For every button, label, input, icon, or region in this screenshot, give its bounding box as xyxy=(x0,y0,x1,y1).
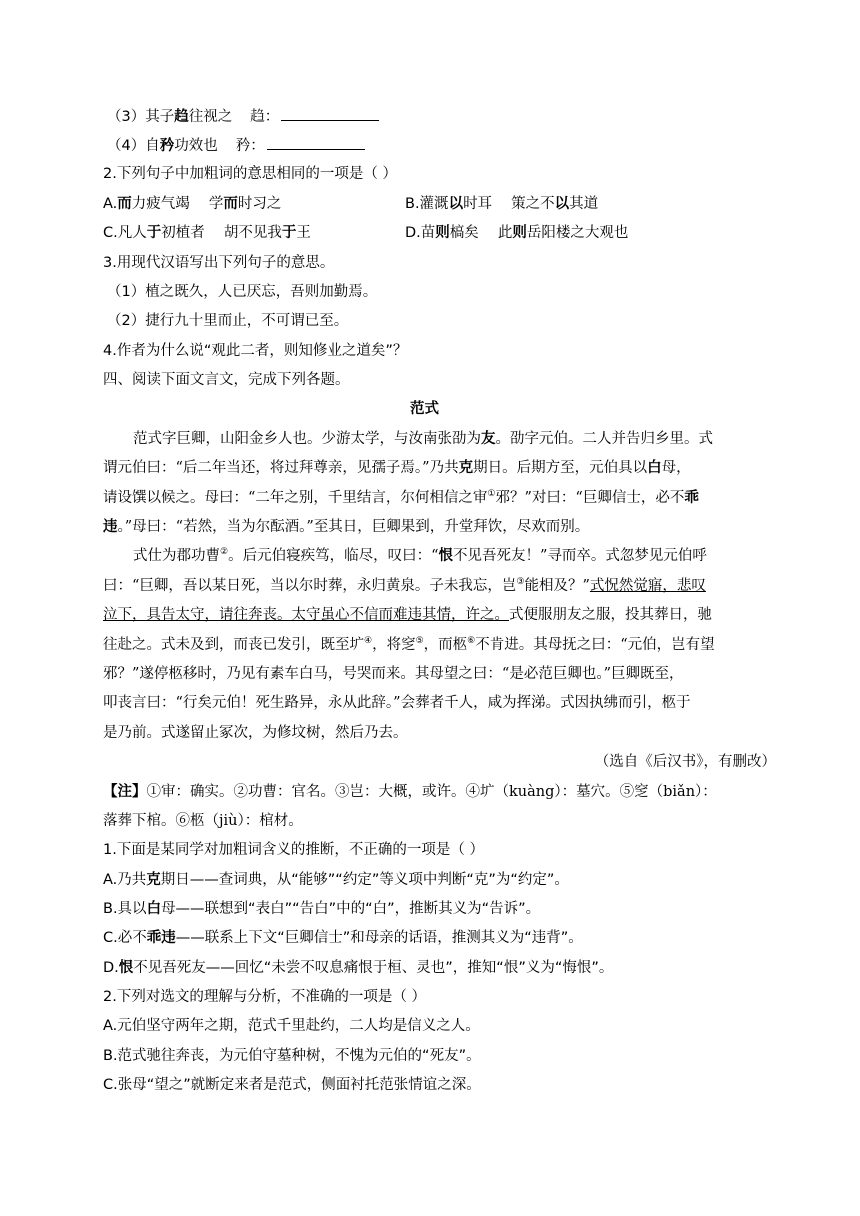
passage-line: 往赴之。式未及到，而丧已发引，既至圹④，将窆⑤，而柩⑥不肯进。其母抚之曰：“元伯，岂有望 xyxy=(103,636,715,653)
answer-blank[interactable] xyxy=(267,135,365,150)
passage-line: 是乃前。式遂留止冢次，为修坟树，然后乃去。 xyxy=(103,725,408,741)
question-3-stem: 3.用现代汉语写出下列句子的意思。 xyxy=(103,255,335,271)
annotation-line: 落葬下棺。⑥柩（jiù）：棺材。 xyxy=(103,813,303,829)
question-1-item-3: （3）其子趋往视之 趋： xyxy=(107,106,379,127)
passage-line: 泣下，具告太守，请往奔丧。太守虽心不信而难违其情，许之。式便服朋友之服，投其葬日，驰 xyxy=(103,607,712,623)
option-b: B.具以白母——联想到“表白”“告白”中的“白”，推断其义为“告诉”。 xyxy=(103,901,541,917)
option-a: A.而力疲气竭 学而时习之 xyxy=(103,196,282,212)
question-1-item-4: （4）自矜功效也 矜： xyxy=(107,135,365,156)
passage-line: 邪？”遂停柩移时，乃见有素车白马，号哭而来。其母望之曰：“是必范巨卿也。”巨卿既至， xyxy=(103,666,684,682)
question-2-stem: 2.下列对选文的理解与分析，不准确的一项是（ ） xyxy=(103,989,426,1005)
option-c: C.张母“望之”就断定来者是范式，侧面衬托范张情谊之深。 xyxy=(103,1077,481,1093)
question-2-stem: 2.下列句子中加粗词的意思相同的一项是（ ） xyxy=(103,166,397,182)
passage-line: 曰：“巨卿，吾以某日死，当以尔时葬，永归黄泉。子未我忘，岂③能相及？”式怳然觉寤，悲叹 xyxy=(103,577,706,594)
question-1-stem: 1.下面是某同学对加粗词含义的推断，不正确的一项是（ ） xyxy=(103,842,484,858)
passage-line: 请设馔以候之。母曰：“二年之别，千里结言，尔何相信之审①邪？”对曰：“巨卿信士，必不乖 xyxy=(103,489,699,506)
question-4: 4.作者为什么说“观此二者，则知修业之道矣”？ xyxy=(103,343,408,359)
option-d: D.恨不见吾死友——回忆“未尝不叹息痛恨于桓、灵也”，推知“恨”义为“悔恨”。 xyxy=(103,960,614,976)
annotation-line: 【注】①审：确实。②功曹：官名。③岂：大概，或许。④圹（kuàng）：墓穴。⑤窆（biǎn）： xyxy=(103,783,717,800)
option-b: B.灌溉以时耳 策之不以其道 xyxy=(405,196,599,212)
option-d: D.苗则槁矣 此则岳阳楼之大观也 xyxy=(405,225,629,241)
option-a: A.乃共克期日——查词典，从“能够”“约定”等义项中判断“克”为“约定”。 xyxy=(103,872,569,888)
passage-line: 违。”母曰：“若然，当为尔酝酒。”至其日，巨卿果到，升堂拜饮，尽欢而别。 xyxy=(103,518,590,535)
passage-title: 范式 xyxy=(410,401,439,417)
option-b: B.范式驰往奔丧，为元伯守墓种树，不愧为元伯的“死友”。 xyxy=(103,1048,481,1064)
option-c: C.必不乖违——联系上下文“巨卿信士”和母亲的话语，推测其义为“违背”。 xyxy=(103,930,583,946)
option-a: A.元伯坚守两年之期，范式千里赴约，二人均是信义之人。 xyxy=(103,1018,480,1034)
passage-line: 式仕为郡功曹②。后元伯寝疾笃，临尽，叹曰：“恨不见吾死友！”寻而卒。式忽梦见元伯呼 xyxy=(133,547,707,564)
option-c: C.凡人于初植者 胡不见我于王 xyxy=(103,225,311,241)
passage-line: 谓元伯曰：“后二年当还，将过拜尊亲，见孺子焉。”乃共克期日。后期方至，元伯具以白母， xyxy=(103,459,691,476)
question-3-sentence-2: （2）捷行九十里而止，不可谓已至。 xyxy=(107,313,349,329)
answer-blank[interactable] xyxy=(281,106,379,121)
passage-source: （选自《后汉书》，有删改） xyxy=(594,754,776,770)
passage-line: 叩丧言曰：“行矣元伯！死生路异，永从此辞。”会葬者千人，咸为挥涕。式因执绋而引，柩于 xyxy=(103,695,691,711)
passage-line: 范式字巨卿，山阳金乡人也。少游太学，与汝南张劭为友。劭字元伯。二人并告归乡里。式 xyxy=(133,430,713,447)
question-3-sentence-1: （1）植之既久，人已厌忘，吾则加勤焉。 xyxy=(107,284,378,300)
section-heading: 四、阅读下面文言文，完成下列各题。 xyxy=(103,372,350,388)
